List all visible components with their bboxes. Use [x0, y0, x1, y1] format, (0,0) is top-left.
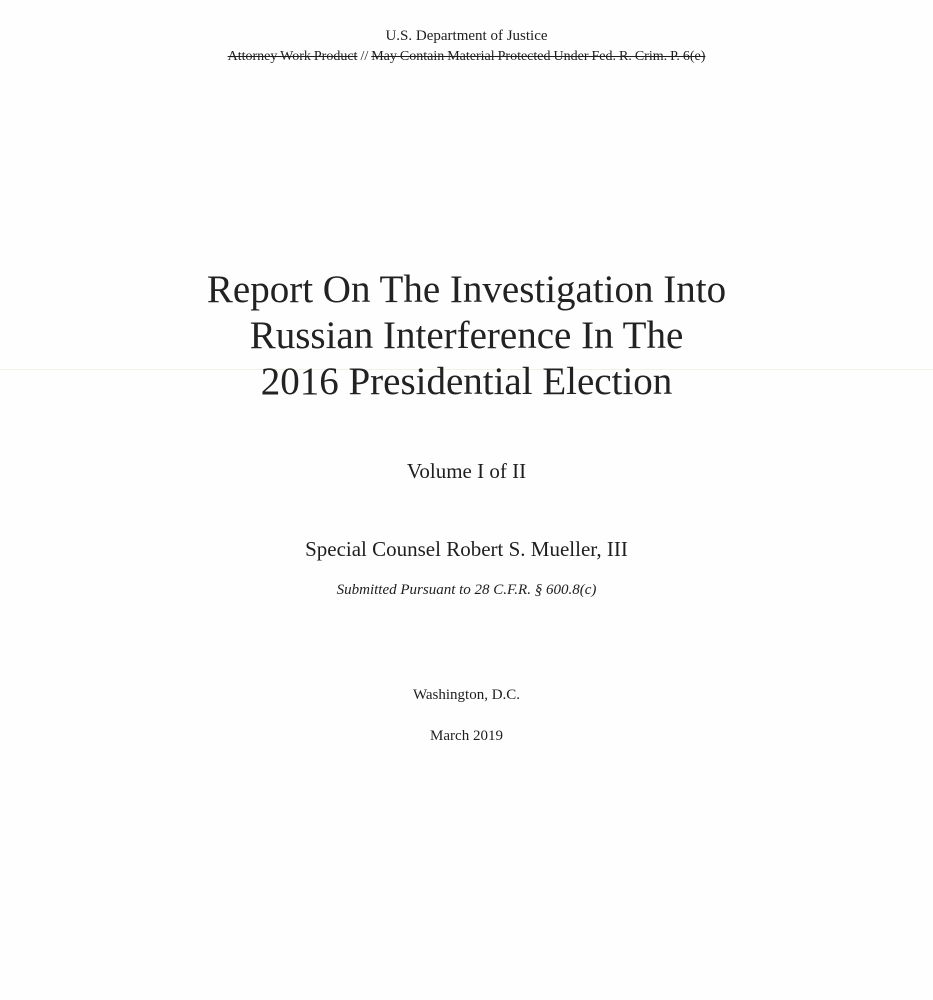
classification-marking: [0, 48, 933, 66]
submission-statement: Submitted Pursuant to 28 C.F.R. § 600.8(c): [336, 582, 597, 598]
report-title: [0, 267, 933, 405]
date-line: March 2019: [430, 728, 503, 744]
marking-grand-jury: May Contain Material Protected Under Fed. R. Crim. P. 6(e): [371, 49, 706, 64]
title-line-2: Russian Interference In The: [249, 314, 684, 357]
author-line: Special Counsel Robert S. Mueller, III: [305, 537, 628, 561]
marking-work-product: Attorney Work Product: [227, 49, 358, 64]
marking-separator: //: [357, 49, 372, 64]
department-heading: U.S. Department of Justice: [385, 28, 548, 44]
place-line: Washington, D.C.: [412, 687, 521, 703]
title-line-1: Report On The Investigation Into: [206, 268, 727, 311]
title-line-3: 2016 Presidential Election: [260, 360, 673, 403]
volume-label: Volume I of II: [406, 459, 527, 483]
